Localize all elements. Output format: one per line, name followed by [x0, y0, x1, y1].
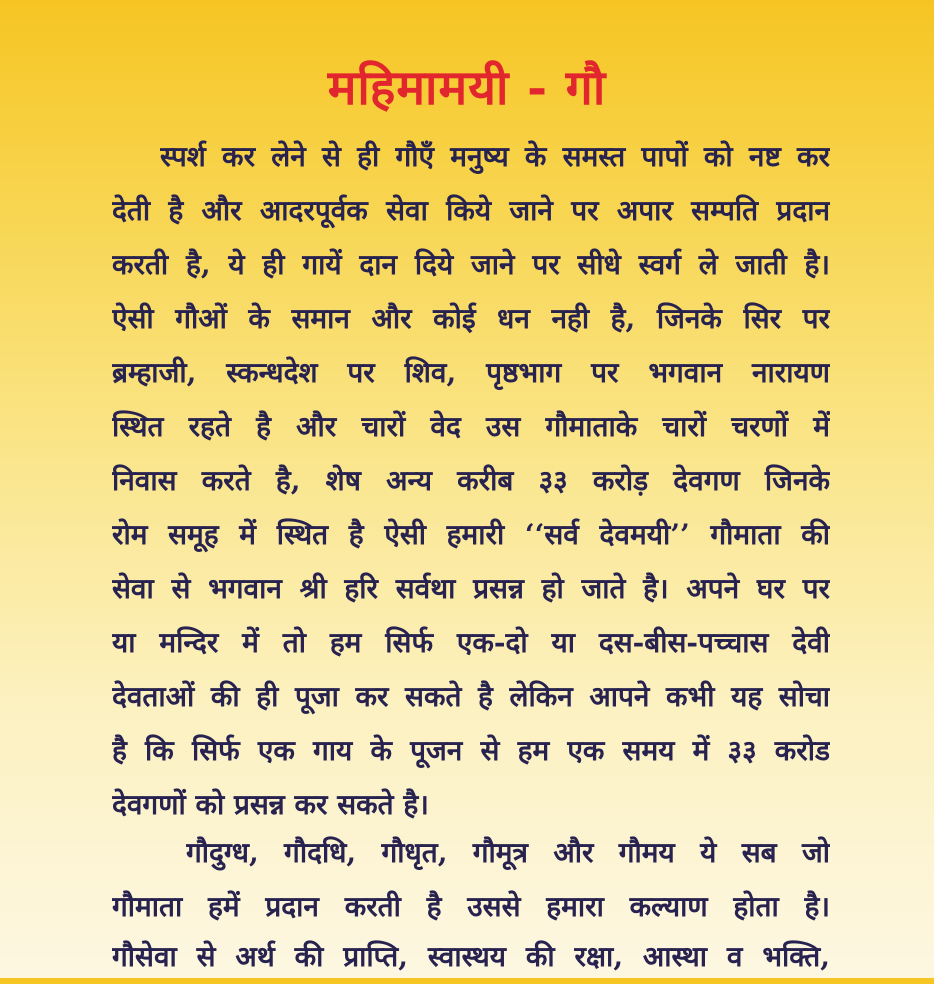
paragraph-line: निवास करते है, शेष अन्य करीब ३३ करोड़ देवगण जिनके	[112, 464, 830, 497]
paragraph-line: गौसेवा से अर्थ की प्राप्ति, स्वास्थय की रक्षा, आस्था व भक्ति,	[112, 940, 830, 973]
paragraph-line: देवताओं की ही पूजा कर सकते है लेकिन आपने कभी यह सोचा	[112, 680, 830, 713]
paragraph-line: सेवा से भगवान श्री हरि सर्वथा प्रसन्न हो जाते है। अपने घर पर	[112, 572, 830, 605]
paragraph-line: स्पर्श कर लेने से ही गौएँ मनुष्य के समस्त पापों को नष्ट कर	[160, 140, 830, 173]
page-title: महिमामयी - गौ	[327, 60, 607, 116]
paragraph-line: देती है और आदरपूर्वक सेवा किये जाने पर अपार सम्पति प्रदान	[112, 194, 830, 227]
paragraph-line: ऐसी गौओं के समान और कोई धन नही है, जिनके सिर पर	[112, 302, 830, 335]
paragraph-line: स्थित रहते है और चारों वेद उस गौमाताके चारों चरणों में	[112, 410, 830, 443]
paragraph-line: रोम समूह में स्थित है ऐसी हमारी ‘‘सर्व देवमयी’’ गौमाता की	[112, 518, 830, 551]
paragraph-line: या मन्दिर में तो हम सिर्फ एक-दो या दस-बीस-पच्चास देवी	[112, 626, 830, 659]
paragraph-line: देवगणों को प्रसन्न कर सकते है।	[112, 788, 429, 821]
paragraph-line: करती है, ये ही गायें दान दिये जाने पर सीधे स्वर्ग ले जाती है।	[112, 248, 830, 281]
paragraph-line: गौदुग्ध, गौदधि, गौधृत, गौमूत्र और गौमय ये सब जो	[186, 836, 830, 869]
paragraph-line: ब्रम्हाजी, स्कन्धदेश पर शिव, पृष्ठभाग पर भगवान नारायण	[112, 356, 830, 389]
paragraph-line: गौमाता हमें प्रदान करती है उससे हमारा कल्याण होता है।	[112, 890, 830, 923]
paragraph-line: है कि सिर्फ एक गाय के पूजन से हम एक समय में ३३ करोड	[112, 734, 830, 767]
